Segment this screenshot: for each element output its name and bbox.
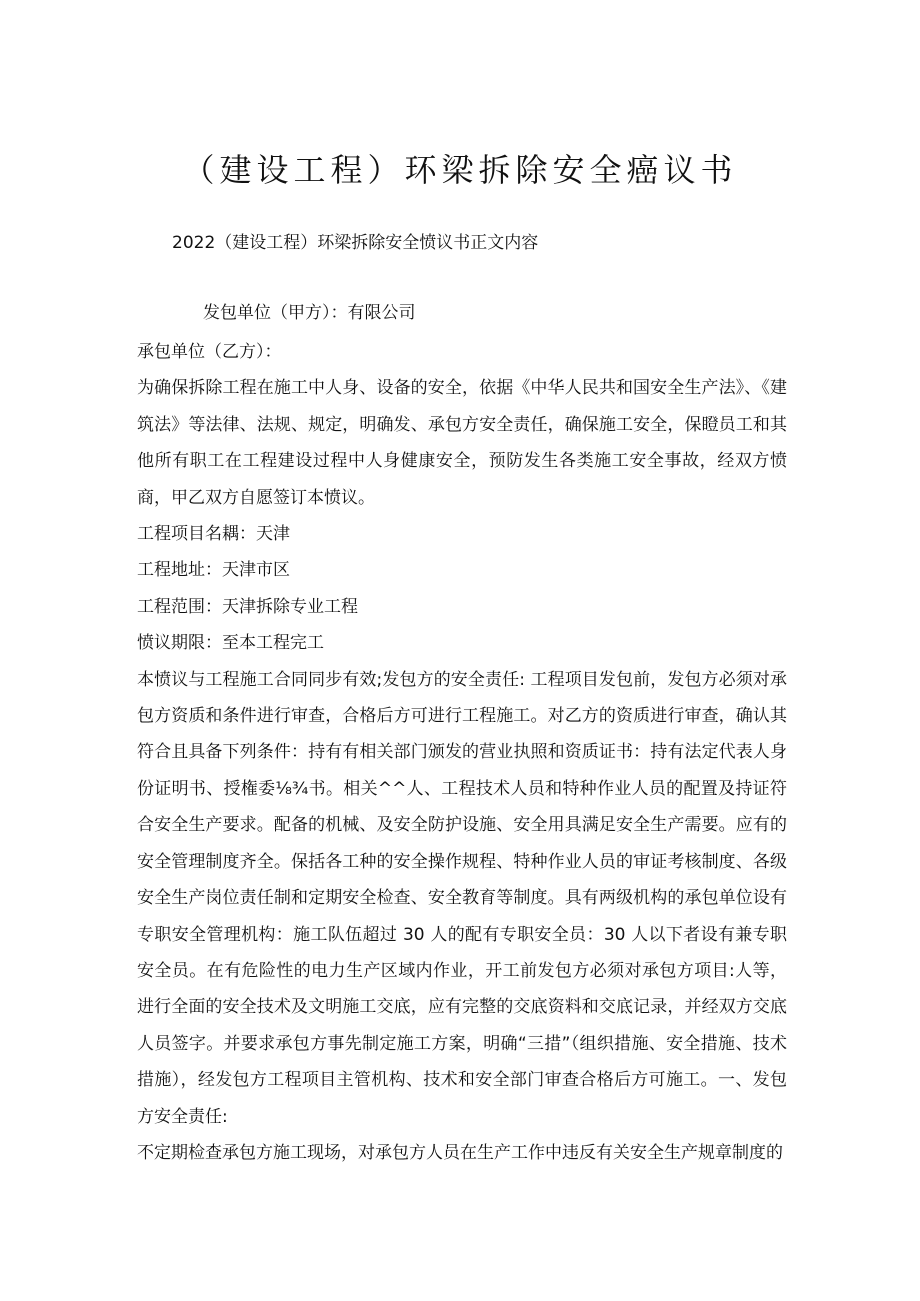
agreement-term-line: 愤议期限：至本工程完工 (137, 633, 324, 654)
purpose-paragraph: 为确保拆除工程在施工中人身、设备的安全，依据《中华人民共和国安全生产法》、《建筑法》等法律、法规、规定，明确发、承包方安全责任，确保施工安全，保瞪员工和其他所有职工在工程建设过程中人身健康安全，预防发生各类施工安全事故，经双方愤商，甲乙双方自愿签订本愤议。 (137, 378, 787, 508)
document-title: （建设工程）环梁拆除安全癌议书 (182, 151, 738, 189)
document-body (137, 334, 787, 1171)
main-clause-paragraph: 本愤议与工程施工合同同步有效;发包方的安全责任: 工程项目发包前，发包方必须对承包方资质和条件进行审查，合格后方可进行工程施工。对乙方的资质进行审查，确认其符合且具备下列条件：持有有相关部门颁发的营业执照和资质证书：持有法定代表人身份证明书、授権委⅛¾书。相关^^人、工程技术人员和特种作业人员的配置及持证符合安全生产要求。配备的机械、及安全防护设施、安全用具满足安全生产需要。应有的安全管理制度齐全。保括各工种的安全操作规程、特种作业人员的审证考核制度、各级安全生产岗位责任制和定期安全检查、安全教育等制度。具有两级机构的承包单位设有专职安全管理机构：施工队伍超过 30 人的配有专职安全员：30 人以下者设有兼专职安全员。在有危险性的电力生产区域内作业，开工前发包方必须对承包方项目:人等，进行全面的安全技术及文明施工交底，应有完整的交底资料和交底记录，并经双方交底人员签字。并要求承包方事先制定施工方案，明确“三措”（组织措施、安全措施、技术措施），经发包方工程项目主管机构、技术和安全部门审查合格后方可施工。一、发包方安全责任: (137, 669, 787, 1127)
document-subtitle: 2022（建设工程）环梁拆除安全愤议书正文内容 (172, 233, 539, 253)
project-name-line: 工程项目名耦：天津 (137, 524, 290, 545)
project-scope-line: 工程范围：天津拆除专业工程 (137, 596, 358, 617)
inspection-paragraph: 不定期检查承包方施工现场，对承包方人员在生产工作中违反有关安全生产规章制度的 (137, 1142, 783, 1163)
project-address-line: 工程地址：天津市区 (137, 560, 290, 581)
party-a-line: 发包单位（甲方）：有限公司 (203, 303, 416, 323)
party-b-line: 承包单位（乙方）： (137, 342, 282, 362)
